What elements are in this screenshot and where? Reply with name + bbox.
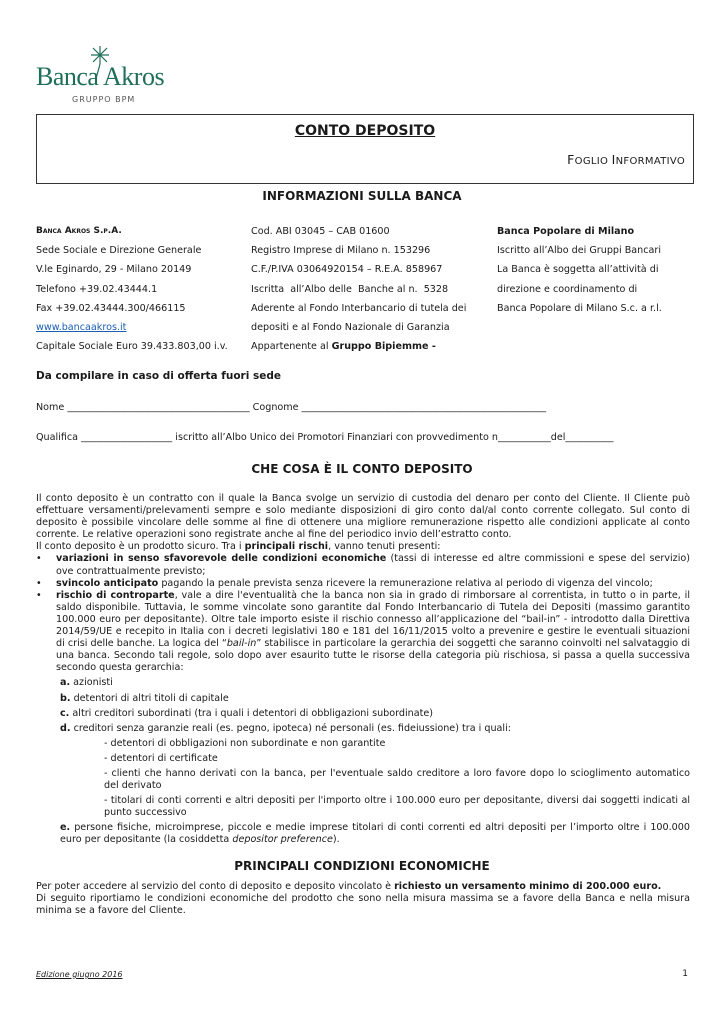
conditions-body	[36, 881, 690, 917]
page-number: 1	[682, 969, 688, 979]
info-line: Iscritto all’Albo dei Gruppi Bancari	[497, 245, 662, 257]
logo-text: Banca Akros	[36, 62, 165, 91]
hierarchy-item: c. altri creditori subordinati (tra i quali i detentori di obbligazioni subordinate)	[60, 707, 434, 719]
paragraph: Il conto deposito è un prodotto sicuro. Tra i principali rischi, vanno tenuti presenti:	[36, 541, 441, 553]
info-line: C.F./P.IVA 03064920154 – R.E.A. 858967	[251, 264, 443, 276]
risk-bullet: • svincolo anticipato pagando la penale prevista senza ricevere la remunerazione relativa al periodo di vigenza del vincolo;	[36, 578, 690, 590]
info-line: Banca Popolare di Milano S.c. a r.l.	[497, 302, 662, 314]
info-line: direzione e coordinamento di	[497, 283, 638, 295]
info-line: Iscritta all’Albo delle Banche al n. 5328	[251, 283, 449, 295]
website-link[interactable]: www.bancaakros.it	[36, 322, 127, 334]
parent-bank-name: Banca Popolare di Milano	[497, 226, 635, 237]
paragraph: Per poter accedere al servizio del conto di deposito e deposito vincolato è richiesto un versamento minimo di 200.000 euro.	[36, 881, 662, 892]
offsite-heading: Da compilare in caso di offerta fuori sede	[36, 370, 281, 382]
info-line: Registro Imprese di Milano n. 153296	[251, 245, 431, 257]
hierarchy-item: d. creditori senza garanzie reali (es. pegno, ipoteca) né personali (es. fideiussione) tra i quali:	[60, 722, 511, 734]
sub-item: - titolari di conti correnti e altri depositi per l'importo oltre i 100.000 euro per depositante, diversi dai soggetti indicati al punto successivo	[104, 795, 690, 819]
info-line: La Banca è soggetta all’attività di	[497, 264, 659, 276]
sub-item: - detentori di certificate	[104, 752, 218, 764]
hierarchy-item: e. persone fisiche, microimprese, piccole e medie imprese titolari di conti correnti ed altri depositi per l’importo oltre i 100.000 euro per depositante (la cosiddetta depositor preference).	[60, 822, 690, 846]
edition-label: Edizione giugno 2016	[36, 970, 123, 979]
info-line: depositi e al Fondo Nazionale di Garanzia	[251, 322, 450, 334]
sub-item: - detentori di obbligazioni non subordinate e non garantite	[104, 737, 386, 749]
hierarchy-item: a. azionisti	[60, 677, 113, 689]
bank-info-col-2	[251, 222, 491, 356]
info-line: Sede Sociale e Direzione Generale	[36, 245, 202, 257]
hierarchy-item: b. detentori di altri titoli di capitale	[60, 692, 229, 704]
info-line: V.le Eginardo, 29 - Milano 20149	[36, 264, 192, 276]
document-subtitle: FOGLIO INFORMATIVO	[567, 152, 685, 167]
conditions-heading: PRINCIPALI CONDIZIONI ECONOMICHE	[234, 859, 490, 873]
paragraph: Il conto deposito è un contratto con il quale la Banca svolge un servizio di custodia del denaro per conto del Cliente. Il Cliente può effettuare versamenti/prelevamenti sempre e solo mediante disposizioni di giro conto dal/al conto corrente collegato. Sul conto di deposito è possibile vincolare delle somme al fine di ottenere una migliore remunerazione rispetto alle condizioni applicate al conto corrente. Le relative operazioni sono registrate anche al fine del periodico invio dell’estratto conto.	[36, 493, 690, 541]
sub-item: - clienti che hanno derivati con la banca, per l'eventuale saldo creditore a loro favore dopo lo scioglimento automatico del derivato	[104, 767, 690, 792]
logo-subtext: GRUPPO BPM	[72, 95, 136, 104]
risk-bullet: • variazioni in senso sfavorevole delle condizioni economiche (tassi di interesse ed altre commissioni e spese del servizio) ove contrattualmente previsto;	[36, 553, 690, 577]
qualification-field[interactable]: Qualifica ___________________ iscritto all’Albo Unico dei Promotori Finanziari con provvedimento n___________del__________	[36, 432, 614, 443]
info-line: Cod. ABI 03045 – CAB 01600	[251, 226, 390, 237]
what-heading: CHE COSA È IL CONTO DEPOSITO	[251, 462, 473, 476]
info-line: Fax +39.02.43444.300/466115	[36, 302, 186, 314]
bank-name: Banca Akros S.p.A.	[36, 226, 122, 236]
info-line: Telefono +39.02.43444.1	[36, 283, 158, 295]
info-line: Capitale Sociale Euro 39.433.803,00 i.v.	[36, 341, 228, 353]
bank-info-col-1	[36, 222, 246, 356]
info-line: Appartenente al Gruppo Bipiemme -	[251, 341, 436, 353]
info-line: Aderente al Fondo Interbancario di tutela dei	[251, 302, 467, 314]
bank-info-heading: INFORMAZIONI SULLA BANCA	[262, 189, 462, 203]
document-title: CONTO DEPOSITO	[294, 123, 436, 139]
what-body	[36, 493, 690, 847]
risk-bullet: • rischio di controparte, vale a dire l'eventualità che la banca non sia in grado di rimborsare al correntista, in tutto o in parte, il saldo disponibile. Tuttavia, le somme vincolate sono garantite dal Fondo Interbancario di Tutela dei Depositi (massimo garantito 100.000 euro per depositante). Oltre tale importo esiste il rischio connesso all’applicazione del “bail-in” - introdotto dalla Direttiva 2014/59/UE e recepito in Italia con i decreti legislativi 180 e 181 del 16/11/2015 volto a prevenire e gestire le eventuali situazioni di crisi delle banche. La logica del “bail-in” stabilisce in particolare la gerarchia dei soggetti che saranno coinvolti nel salvataggio di una banca. Secondo tali regole, solo dopo aver esaurito tutte le risorse della categoria più rischiosa, si passa a quella successiva secondo questa gerarchia:	[36, 590, 690, 675]
paragraph: Di seguito riportiamo le condizioni economiche del prodotto che sono nella misura massima se a favore della Banca e nella misura minima se a favore del Cliente.	[36, 893, 690, 917]
name-surname-field[interactable]: Nome ______________________________________ Cognome ___________________________________________________	[36, 402, 547, 413]
bank-info-col-3	[497, 222, 697, 318]
title-box	[36, 114, 694, 184]
